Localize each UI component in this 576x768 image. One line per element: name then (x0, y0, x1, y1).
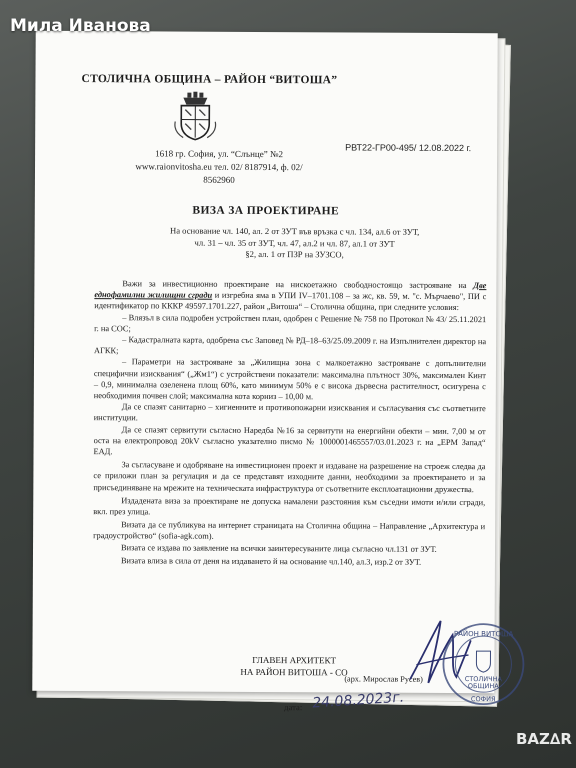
document-body (93, 278, 487, 568)
document-title: ВИЗА ЗА ПРОЕКТИРАНЕ (192, 204, 340, 218)
paragraph-publication: Визата да се публикува на интернет страницата на Столична община – Направление „Архитектура и градоустройство“ (sofia-agk.com). (93, 520, 486, 542)
condition-cadastre: – Кадастралната карта, одобрена със Заповед № РД–18–63/25.09.2009 г. на Изпълнителен директор на АГКК; (94, 335, 487, 356)
date-label: дата: (284, 702, 303, 713)
paragraph-approval: За съгласуване и одобряване на инвестиционен проект и издаване на разрешение на строеж следва да се приложи план за регулация и да се представят изходните данни, необходими за проектирането и за присъединяване на мрежите на техническата инфраструктура от съответните експлоатационни дружества. (93, 460, 486, 494)
scope-object: Две еднофамилни жилищни сгради (94, 281, 487, 300)
user-watermark: Мила Иванова (10, 16, 151, 36)
address-block (119, 147, 319, 187)
scope-text: Важи за инвестиционно проектиране на нискоетажно свободностоящо застрояване на (122, 279, 474, 291)
contacts-line: www.raionvitosha.eu тел. 02/ 8187914, ф. 02/ 8562960 (135, 161, 303, 185)
paragraph-servitude: Да се спазят сервитути съгласно Наредба №16 за сервитути на енергийни обекти – мин. 7,00 м от оста на електропровод 20kV съгласно указателно писмо № 1000001465557/03.01.2023 г. на „ЕРМ Запад“ ЕАД. (93, 424, 486, 457)
signatory-title (240, 654, 347, 679)
official-stamp-icon (440, 621, 526, 707)
paragraph-sanitary: Да се спазят санитарно – хигиенните и противопожарни изисквания и съгласувания със съответните институции. (93, 402, 486, 423)
condition-parameters: – Параметри на застрояване за „Жилищна зона с малкоетажно застрояване с допълнителни специфични изисквания“ („Жм1“) с устройствени показатели: максимална плътност 30%, максимален Кинт – 0,9, минимална озеленена площ 60%, като минимум 50% е с висока дървесна растителност, осигурена с необходимия почвен слой; максимална кота корниз – 10,00 м. (93, 357, 487, 402)
document-page (32, 31, 514, 713)
stamp-bottom-text: СОФИЯ (470, 695, 496, 704)
signatory-title-line1: ГЛАВЕН АРХИТЕКТ (252, 654, 336, 666)
basis-line: На основание чл. 140, ал. 2 от ЗУТ във връзка с чл. 134, ал.6 от ЗУТ, (170, 225, 420, 237)
handwritten-date: 24.08.2023г. (311, 689, 405, 712)
basis-line: §2, ал. 1 от ПЗР на ЗУЗСО, (245, 248, 344, 260)
paragraph-scope (94, 278, 486, 314)
institution-title: СТОЛИЧНА ОБЩИНА – РАЙОН “ВИТОША” (81, 73, 338, 87)
coat-of-arms-icon (173, 92, 217, 144)
scope-text-cont: и изгребна яма в УПИ IV–1701.108 – за жс, кв. 59, м. "с. Мърчаево", ПИ с идентификатор по КККР 49597.1701.227, район „Витоша“ – Столична община, при следните условия: (94, 290, 487, 313)
condition-plan: – Влязъл в сила подробен устройствен план, одобрен с Решение № 758 по Протокол № 43/ 25.11.2021 г. на СОС; (94, 312, 487, 334)
site-watermark: BAZ∆R (516, 730, 572, 748)
registration-number: РВТ22-ГР00-495/ 12.08.2022 г. (345, 142, 472, 154)
stamp-center-text-2: ОБЩИНА (467, 682, 499, 691)
legal-basis (135, 225, 455, 261)
basis-line: чл. 31 – чл. 35 от ЗУТ, чл. 47, ал.2 и чл. 87, ал.1 от ЗУТ (194, 237, 395, 249)
paragraph-effective: Визата влиза в сила от деня на издаването й на основание чл.140, ал.3, изр.2 от ЗУТ. (120, 556, 422, 567)
signatory-name: (арх. Мирослав Русев) (344, 674, 423, 684)
signatory-title-line2: НА РАЙОН ВИТОША - СО (240, 666, 348, 678)
stamp-center-text: СТОЛИЧНА (464, 675, 502, 684)
address-line: 1618 гр. София, ул. “Слънце” №2 (155, 148, 284, 160)
paragraph-distances: Издадената виза за проектиране не допуска намалени разстояния към съседни имоти и/или сгради, вкл. през улица. (93, 496, 486, 517)
paragraph-request: Визата се издава по заявление на всички заинтересуваните лица съгласно чл.131 от ЗУТ. (121, 542, 437, 554)
stamp-top-text: РАЙОН ВИТОША (453, 629, 514, 639)
